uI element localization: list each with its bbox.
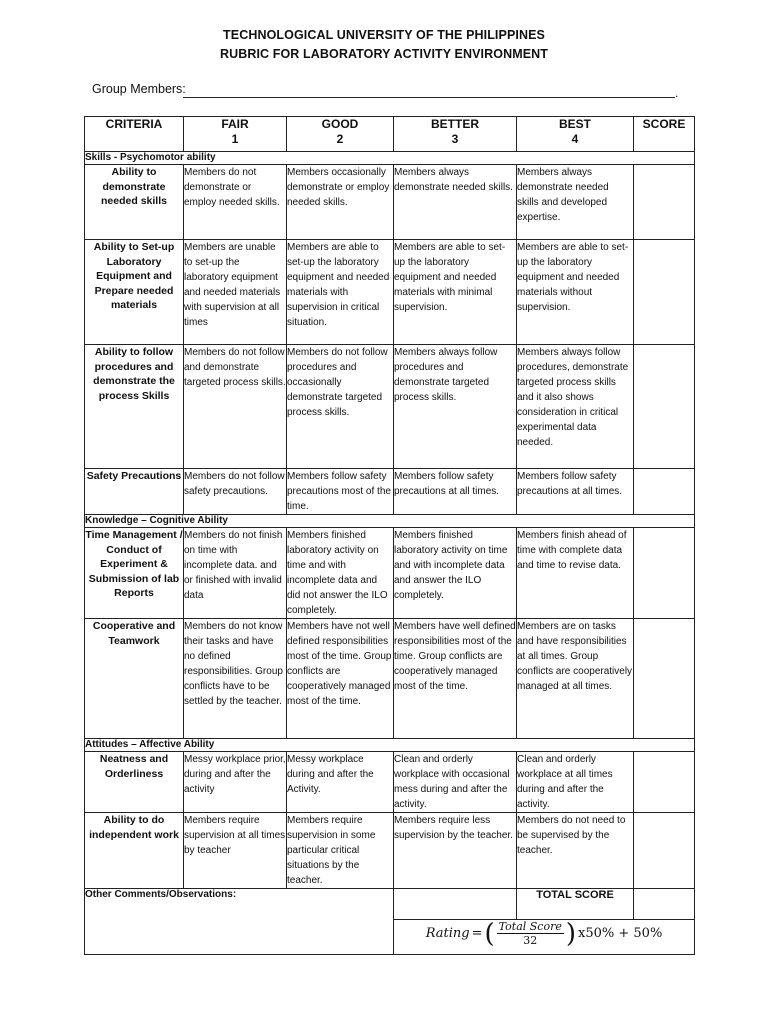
criteria-row	[85, 752, 695, 813]
better-header: BETTER 3	[394, 117, 517, 152]
better-cell: Members have well defined responsibilities most of the time. Group conflicts are cooperatively managed most of the time.	[394, 619, 517, 739]
fair-cell: Members do not follow safety precautions.	[184, 469, 287, 515]
good-cell: Members occasionally demonstrate or employ needed skills.	[287, 165, 394, 240]
spacer-cell	[394, 889, 517, 920]
rating-denominator: 32	[523, 934, 538, 947]
rating-formula	[394, 920, 695, 955]
group-members-label: Group Members:	[92, 82, 186, 96]
best-cell: Members are able to set-up the laboratory equipment and needed materials without supervision.	[517, 240, 634, 345]
good-cell: Members finished laboratory activity on time and with incomplete data and did not answer the ILO completely.	[287, 528, 394, 619]
best-cell: Members are on tasks and have responsibilities at all times. Group conflicts are cooperatively managed at all times.	[517, 619, 634, 739]
good-cell: Messy workplace during and after the Activity.	[287, 752, 394, 813]
fair-cell: Members do not demonstrate or employ needed skills.	[184, 165, 287, 240]
score-cell[interactable]	[634, 528, 695, 619]
comments-cell[interactable]	[85, 889, 394, 955]
better-cell: Members require less supervision by the teacher.	[394, 813, 517, 889]
best-cell: Members always demonstrate needed skills and developed expertise.	[517, 165, 634, 240]
better-cell: Members are able to set-up the laboratory equipment and needed materials with minimal supervision.	[394, 240, 517, 345]
good-cell: Members follow safety precautions most of the time.	[287, 469, 394, 515]
criteria-row	[85, 619, 695, 739]
header-row	[85, 117, 695, 152]
best-cell: Members finish ahead of time with complete data and time to revise data.	[517, 528, 634, 619]
right-paren: )	[565, 918, 577, 949]
criteria-row	[85, 528, 695, 619]
criterion-cell: Neatness and Orderliness	[85, 752, 184, 813]
comments-label: Other Comments/Observations:	[85, 889, 237, 900]
group-members-field[interactable]	[183, 97, 675, 98]
section-row	[85, 152, 695, 165]
criterion-cell: Ability to demonstrate needed skills	[85, 165, 184, 240]
rating-fraction	[497, 920, 564, 947]
total-score-label: TOTAL SCORE	[517, 889, 634, 920]
score-cell[interactable]	[634, 813, 695, 889]
good-cell: Members are able to set-up the laboratory equipment and needed materials with supervision in critical situation.	[287, 240, 394, 345]
fair-cell: Members are unable to set-up the laboratory equipment and needed materials with supervision at all times	[184, 240, 287, 345]
fair-header: FAIR 1	[184, 117, 287, 152]
criterion-cell: Ability to Set-up Laboratory Equipment and Prepare needed materials	[85, 240, 184, 345]
score-cell[interactable]	[634, 345, 695, 469]
total-row	[85, 889, 695, 920]
better-cell: Members always demonstrate needed skills.	[394, 165, 517, 240]
criteria-row	[85, 813, 695, 889]
score-cell[interactable]	[634, 165, 695, 240]
better-cell: Members follow safety precautions at all times.	[394, 469, 517, 515]
best-cell: Clean and orderly workplace at all times during and after the activity.	[517, 752, 634, 813]
criteria-row	[85, 165, 695, 240]
section-title: Knowledge – Cognitive Ability	[85, 515, 695, 528]
score-cell[interactable]	[634, 752, 695, 813]
criteria-row	[85, 345, 695, 469]
best-cell: Members do not need to be supervised by the teacher.	[517, 813, 634, 889]
better-cell: Members always follow procedures and demonstrate targeted process skills.	[394, 345, 517, 469]
group-members-end: .	[675, 86, 679, 100]
criterion-cell: Ability to follow procedures and demonstrate the process Skills	[85, 345, 184, 469]
score-cell[interactable]	[634, 240, 695, 345]
criterion-cell: Ability to do independent work	[85, 813, 184, 889]
good-cell: Members have not well defined responsibilities most of the time. Group conflicts are cooperatively managed most of the time.	[287, 619, 394, 739]
university-name: TECHNOLOGICAL UNIVERSITY OF THE PHILIPPINES	[223, 28, 545, 42]
equals-sign: =	[471, 926, 483, 941]
total-score-cell[interactable]	[634, 889, 695, 920]
rating-tail: x50% + 50%	[578, 926, 663, 941]
better-cell: Members finished laboratory activity on time and with incomplete data and answer the ILO completely.	[394, 528, 517, 619]
criterion-cell: Safety Precautions	[85, 469, 184, 515]
rating-lhs: Rating	[425, 926, 470, 941]
score-cell[interactable]	[634, 619, 695, 739]
score-header: SCORE	[634, 117, 695, 152]
good-cell: Members require supervision in some particular critical situations by the teacher.	[287, 813, 394, 889]
section-title: Skills - Psychomotor ability	[85, 152, 695, 165]
best-cell: Members follow safety precautions at all times.	[517, 469, 634, 515]
left-paren: (	[484, 918, 495, 949]
criteria-header: CRITERIA	[85, 117, 184, 152]
rubric-title: RUBRIC FOR LABORATORY ACTIVITY ENVIRONMENT	[219, 47, 549, 61]
criterion-cell: Cooperative and Teamwork	[85, 619, 184, 739]
good-cell: Members do not follow procedures and occasionally demonstrate targeted process skills.	[287, 345, 394, 469]
criteria-row	[85, 469, 695, 515]
section-title: Attitudes – Affective Ability	[85, 739, 695, 752]
section-row	[85, 739, 695, 752]
rating-numerator: Total Score	[498, 920, 562, 933]
fair-cell: Members do not know their tasks and have no defined responsibilities. Group conflicts have to be settled by the teacher.	[184, 619, 287, 739]
fair-cell: Members require supervision at all times by teacher	[184, 813, 287, 889]
best-header: BEST 4	[517, 117, 634, 152]
good-header: GOOD 2	[287, 117, 394, 152]
section-row	[85, 515, 695, 528]
criteria-row	[85, 240, 695, 345]
rubric-table	[84, 116, 695, 955]
criterion-cell: Time Management / Conduct of Experiment & Submission of lab Reports	[85, 528, 184, 619]
best-cell: Members always follow procedures, demonstrate targeted process skills and it also shows consideration in critical experimental data needed.	[517, 345, 634, 469]
fair-cell: Members do not follow and demonstrate targeted process skills.	[184, 345, 287, 469]
better-cell: Clean and orderly workplace with occasional mess during and after the activity.	[394, 752, 517, 813]
fair-cell: Members do not finish on time with incomplete data. and or finished with invalid data	[184, 528, 287, 619]
fair-cell: Messy workplace prior, during and after the activity	[184, 752, 287, 813]
score-cell[interactable]	[634, 469, 695, 515]
